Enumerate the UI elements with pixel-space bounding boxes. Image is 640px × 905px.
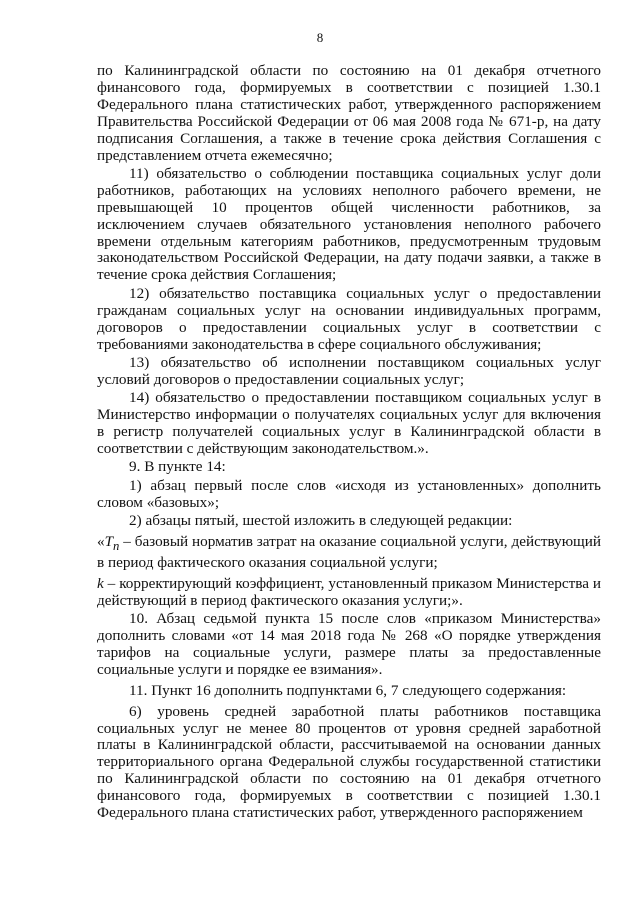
formula-variable-k: k [97, 574, 104, 592]
formula-base-norm-text: – базовый норматив затрат на оказание социальной услуги, действующий в период фактического оказания социальной услуги; [97, 532, 601, 571]
paragraph-point-9-1: 1) абзац первый после слов «исходя из установленных» дополнить словом «базовых»; [97, 476, 601, 511]
paragraph-point-11: 11. Пункт 16 дополнить подпунктами 6, 7 следующего содержания: [129, 681, 567, 699]
formula-variable-t: T [104, 532, 114, 550]
paragraph-point-10: 10. Абзац седьмой пункта 15 после слов «приказом Министерства» дополнить словами «от 14 мая 2018 года № 268 «О порядке утверждения тарифов на социальные услуги, размере платы за предоставленные социальные услуги и порядке ее взимания». [97, 610, 601, 678]
page-number: 8 [316, 30, 324, 45]
paragraph-item-12: 12) обязательство поставщика социальных услуг о предоставлении гражданам социальных услуг на основании индивидуальных программ, договоров о предоставлении социальных услуг в соответствии с требованиями законодательства в сфере социального обслуживания; [97, 284, 601, 353]
paragraph-item-11: 11) обязательство о соблюдении поставщика социальных услуг доли работников, работающих на условиях неполного рабочего времени, не превышающей 10 процентов общей численности работников, за исключением случаев обязательного установления неполного рабочего времени отдельным категориям работников, предусмотренным трудовым законодательством Российской Федерации, на дату подачи заявки, а также в течение срока действия Соглашения; [97, 164, 601, 284]
formula-open-quote: « [97, 532, 105, 550]
paragraph-point-9: 9. В пункте 14: [129, 458, 226, 476]
formula-base-norm [97, 534, 601, 572]
formula-subscript-n: n [113, 539, 120, 553]
paragraph-continuation: по Калининградской области по состоянию на 01 декабря отчетного финансового года, формируемых в соответствии с позицией 1.30.1 Федерального плана статистических работ, утвержденного распоряжением Правительства Российской Федерации от 06 мая 2008 года № 671-р, на дату подписания Соглашения, а также в течение срока действия Соглашения с представлением отчета ежемесячно; [97, 62, 601, 164]
paragraph-point-11-6: 6) уровень средней заработной платы работников поставщика социальных услуг не менее 80 процентов от уровня средней заработной платы в Калининградской области, рассчитываемой на основании данных территориального органа Федеральной службы государственной статистики по Калининградской области по состоянию на 01 декабря отчетного финансового года, формируемых в соответствии с позицией 1.30.1 Федерального плана статистических работ, утвержденного распоряжением [97, 702, 601, 822]
paragraph-item-13: 13) обязательство об исполнении поставщиком социальных услуг условий договоров о предоставлении социальных услуг; [97, 353, 601, 388]
formula-correction-coef-text: – корректирующий коэффициент, установленный приказом Министерства и действующий в период фактического оказания услуги;». [97, 574, 601, 609]
document-body [97, 63, 601, 824]
paragraph-point-9-2: 2) абзацы пятый, шестой изложить в следующей редакции: [129, 512, 513, 530]
paragraph-item-14: 14) обязательство о предоставлении поставщиком социальных услуг в Министерство информации о получателях социальных услуг для включения в регистр получателей социальных услуг в Калининградской области в соответствии с действующим законодательством.». [97, 389, 601, 457]
formula-correction-coef [97, 576, 601, 610]
